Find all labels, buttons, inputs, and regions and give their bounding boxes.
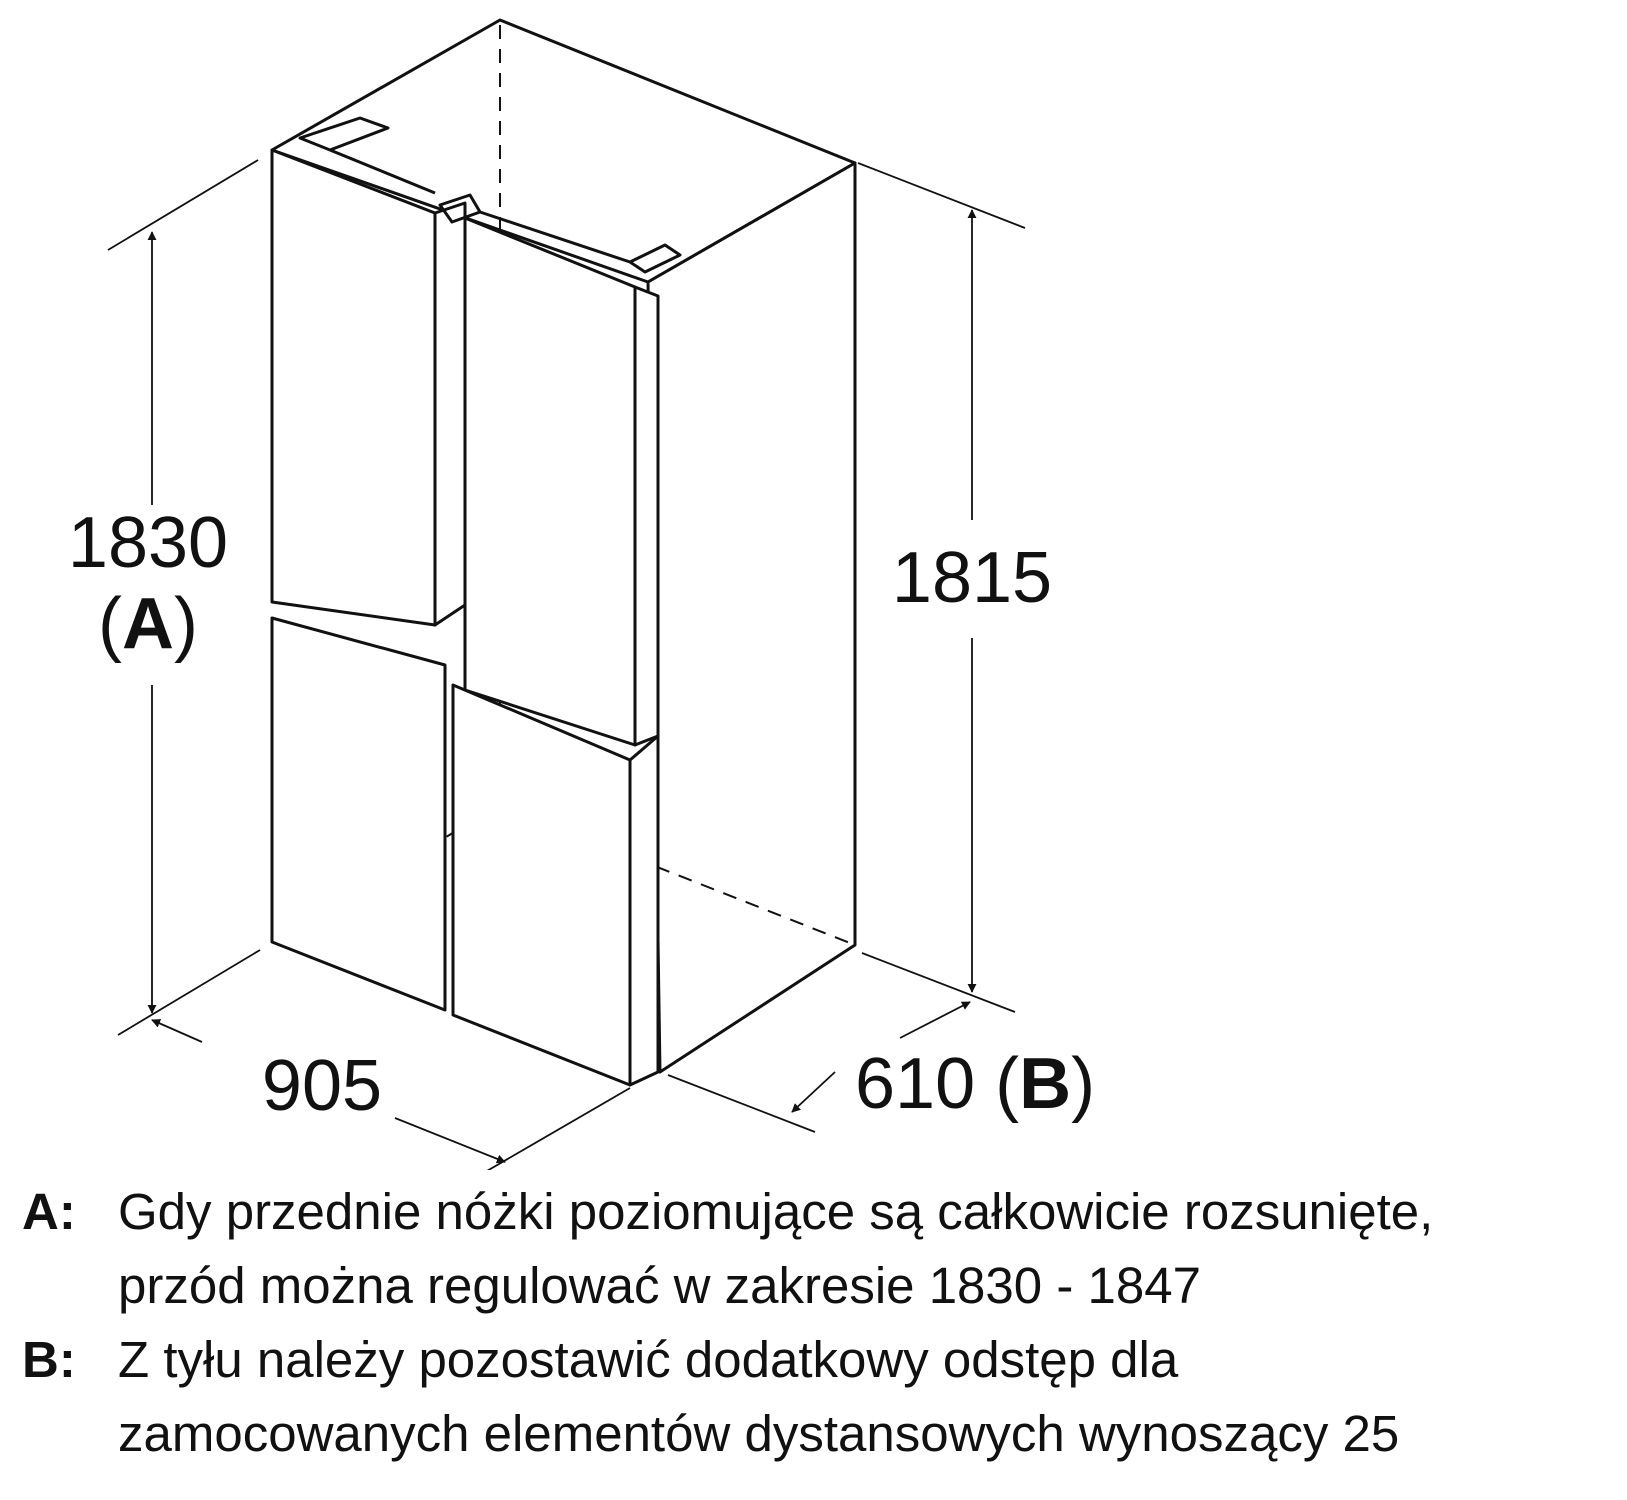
height-front-ref-letter: A	[122, 584, 174, 664]
height-front-ref: (A)	[98, 584, 198, 664]
note-b-text	[118, 1323, 1622, 1471]
dimension-notes	[22, 1175, 1622, 1471]
note-b-key: B:	[22, 1331, 76, 1388]
height-front-value: 1830	[67, 503, 229, 583]
depth-value: 610	[855, 1044, 976, 1124]
width-line-left	[152, 1020, 202, 1042]
upper-left-door-edge	[435, 203, 465, 625]
note-a	[22, 1175, 1622, 1323]
note-a-line-1: Gdy przednie nóżki poziomujące są całkowicie rozsunięte,	[118, 1183, 1434, 1240]
lower-left-drawer	[272, 618, 445, 1010]
note-a-text	[118, 1175, 1622, 1323]
depth-label: 610 (B)	[855, 1044, 1096, 1124]
lower-right-drawer-edge	[630, 736, 658, 1085]
note-b	[22, 1323, 1622, 1471]
width-value: 905	[261, 1046, 383, 1126]
upper-left-door	[272, 150, 435, 625]
fridge-body	[272, 20, 855, 1085]
depth-line-top	[900, 1002, 970, 1038]
upper-right-door	[465, 218, 635, 745]
depth-line-bottom	[792, 1072, 835, 1112]
depth-ref-letter: B	[1019, 1044, 1072, 1124]
note-b-line-2: zamocowanych elementów dystansowych wynoszący 25	[118, 1405, 1400, 1462]
note-b-line-1: Z tyłu należy pozostawić dodatkowy odstęp dla	[118, 1331, 1179, 1388]
height-rear-value: 1815	[891, 538, 1053, 618]
upper-right-door-edge	[635, 287, 658, 745]
fridge-right-side	[648, 163, 855, 1072]
note-a-key: A:	[22, 1183, 76, 1240]
width-line-right	[395, 1118, 505, 1162]
lower-right-drawer	[453, 685, 630, 1085]
note-a-line-2: przód można regulować w zakresie 1830 - 1847	[118, 1257, 1201, 1314]
